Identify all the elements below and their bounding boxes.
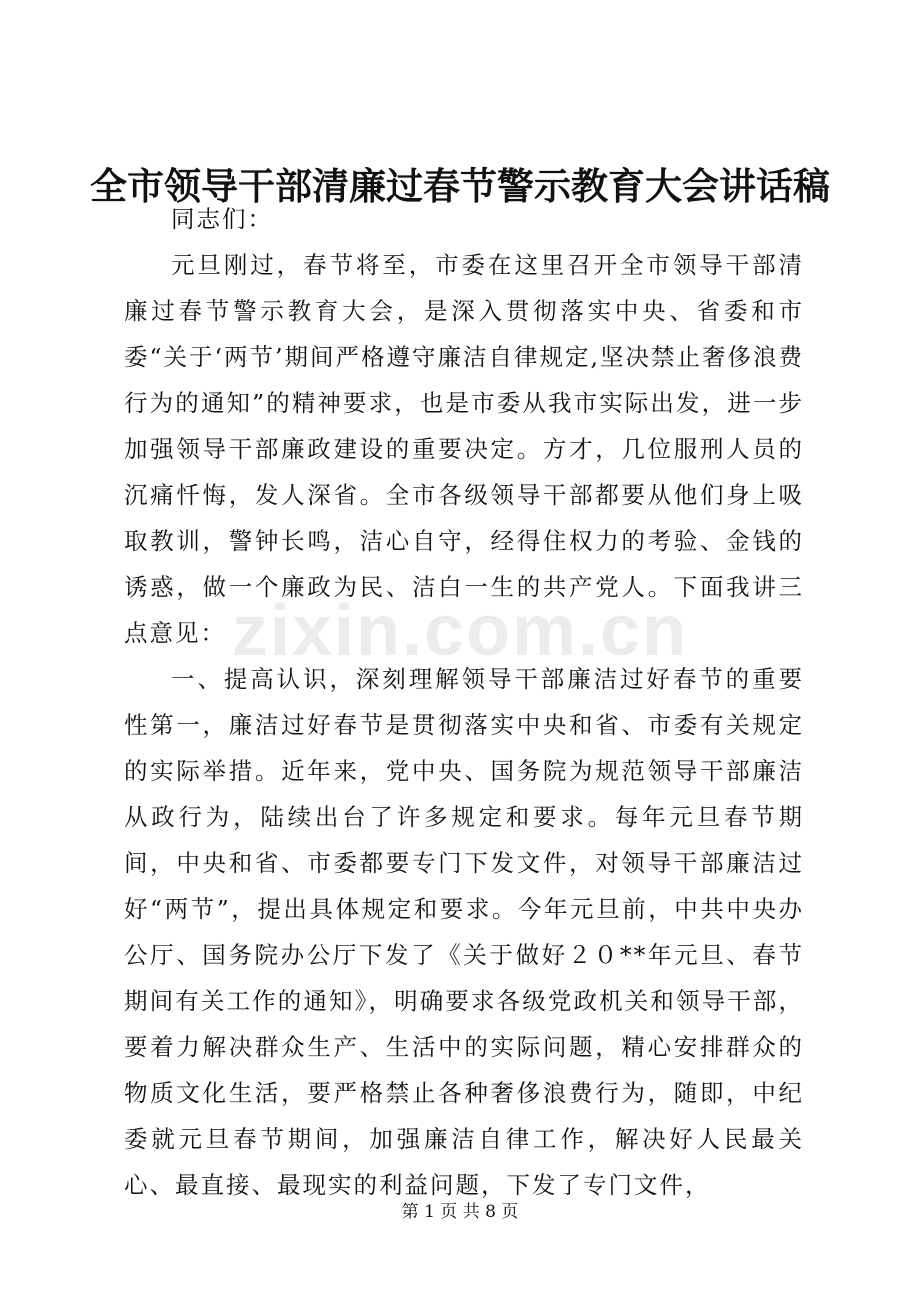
paragraph-opening: 元旦刚过，春节将至，市委在这里召开全市领导干部清廉过春节警示教育大会，是深入贯彻落实中央、省委和市委“关于‘两节’期间严格遵守廉洁自律规定,坚决禁止奢侈浪费行为的通知”的精神要求，也是市委从我市实际出发，进一步加强领导干部廉政建设的重要决定。方才，几位服刑人员的沉痛忏悔，发人深省。全市各级领导干部都要从他们身上吸取教训，警钟长鸣，洁心自守，经得住权力的考验、金钱的诱惑，做一个廉政为民、洁白一生的共产党人。下面我讲三点意见： xyxy=(124,251,804,647)
document-body xyxy=(124,196,804,1208)
page-footer: 第 1 页 共 8 页 xyxy=(401,1202,519,1222)
watermark: zixin.com.cn xyxy=(231,591,689,671)
paragraph-salutation: 同志们： xyxy=(171,205,273,233)
paragraph-point-one: 一、提高认识，深刻理解领导干部廉洁过好春节的重要性第一，廉洁过好春节是贯彻落实中央和省、市委有关规定的实际举措。近年来，党中央、国务院为规范领导干部廉洁从政行为，陆续出台了许多规定和要求。每年元旦春节期间，中央和省、市委都要专门下发文件，对领导干部廉洁过好“两节”，提出具体规定和要求。今年元旦前，中共中央办公厅、国务院办公厅下发了《关于做好２０**年元旦、春节期间有关工作的通知》，明确要求各级党政机关和领导干部，要着力解决群众生产、生活中的实际问题，精心安排群众的物质文化生活，要严格禁止各种奢侈浪费行为，随即，中纪委就元旦春节期间，加强廉洁自律工作，解决好人民最关心、最直接、最现实的利益问题，下发了专门文件， xyxy=(124,665,804,1199)
document-title: 全市领导干部清廉过春节警示教育大会讲话稿 xyxy=(90,164,830,208)
